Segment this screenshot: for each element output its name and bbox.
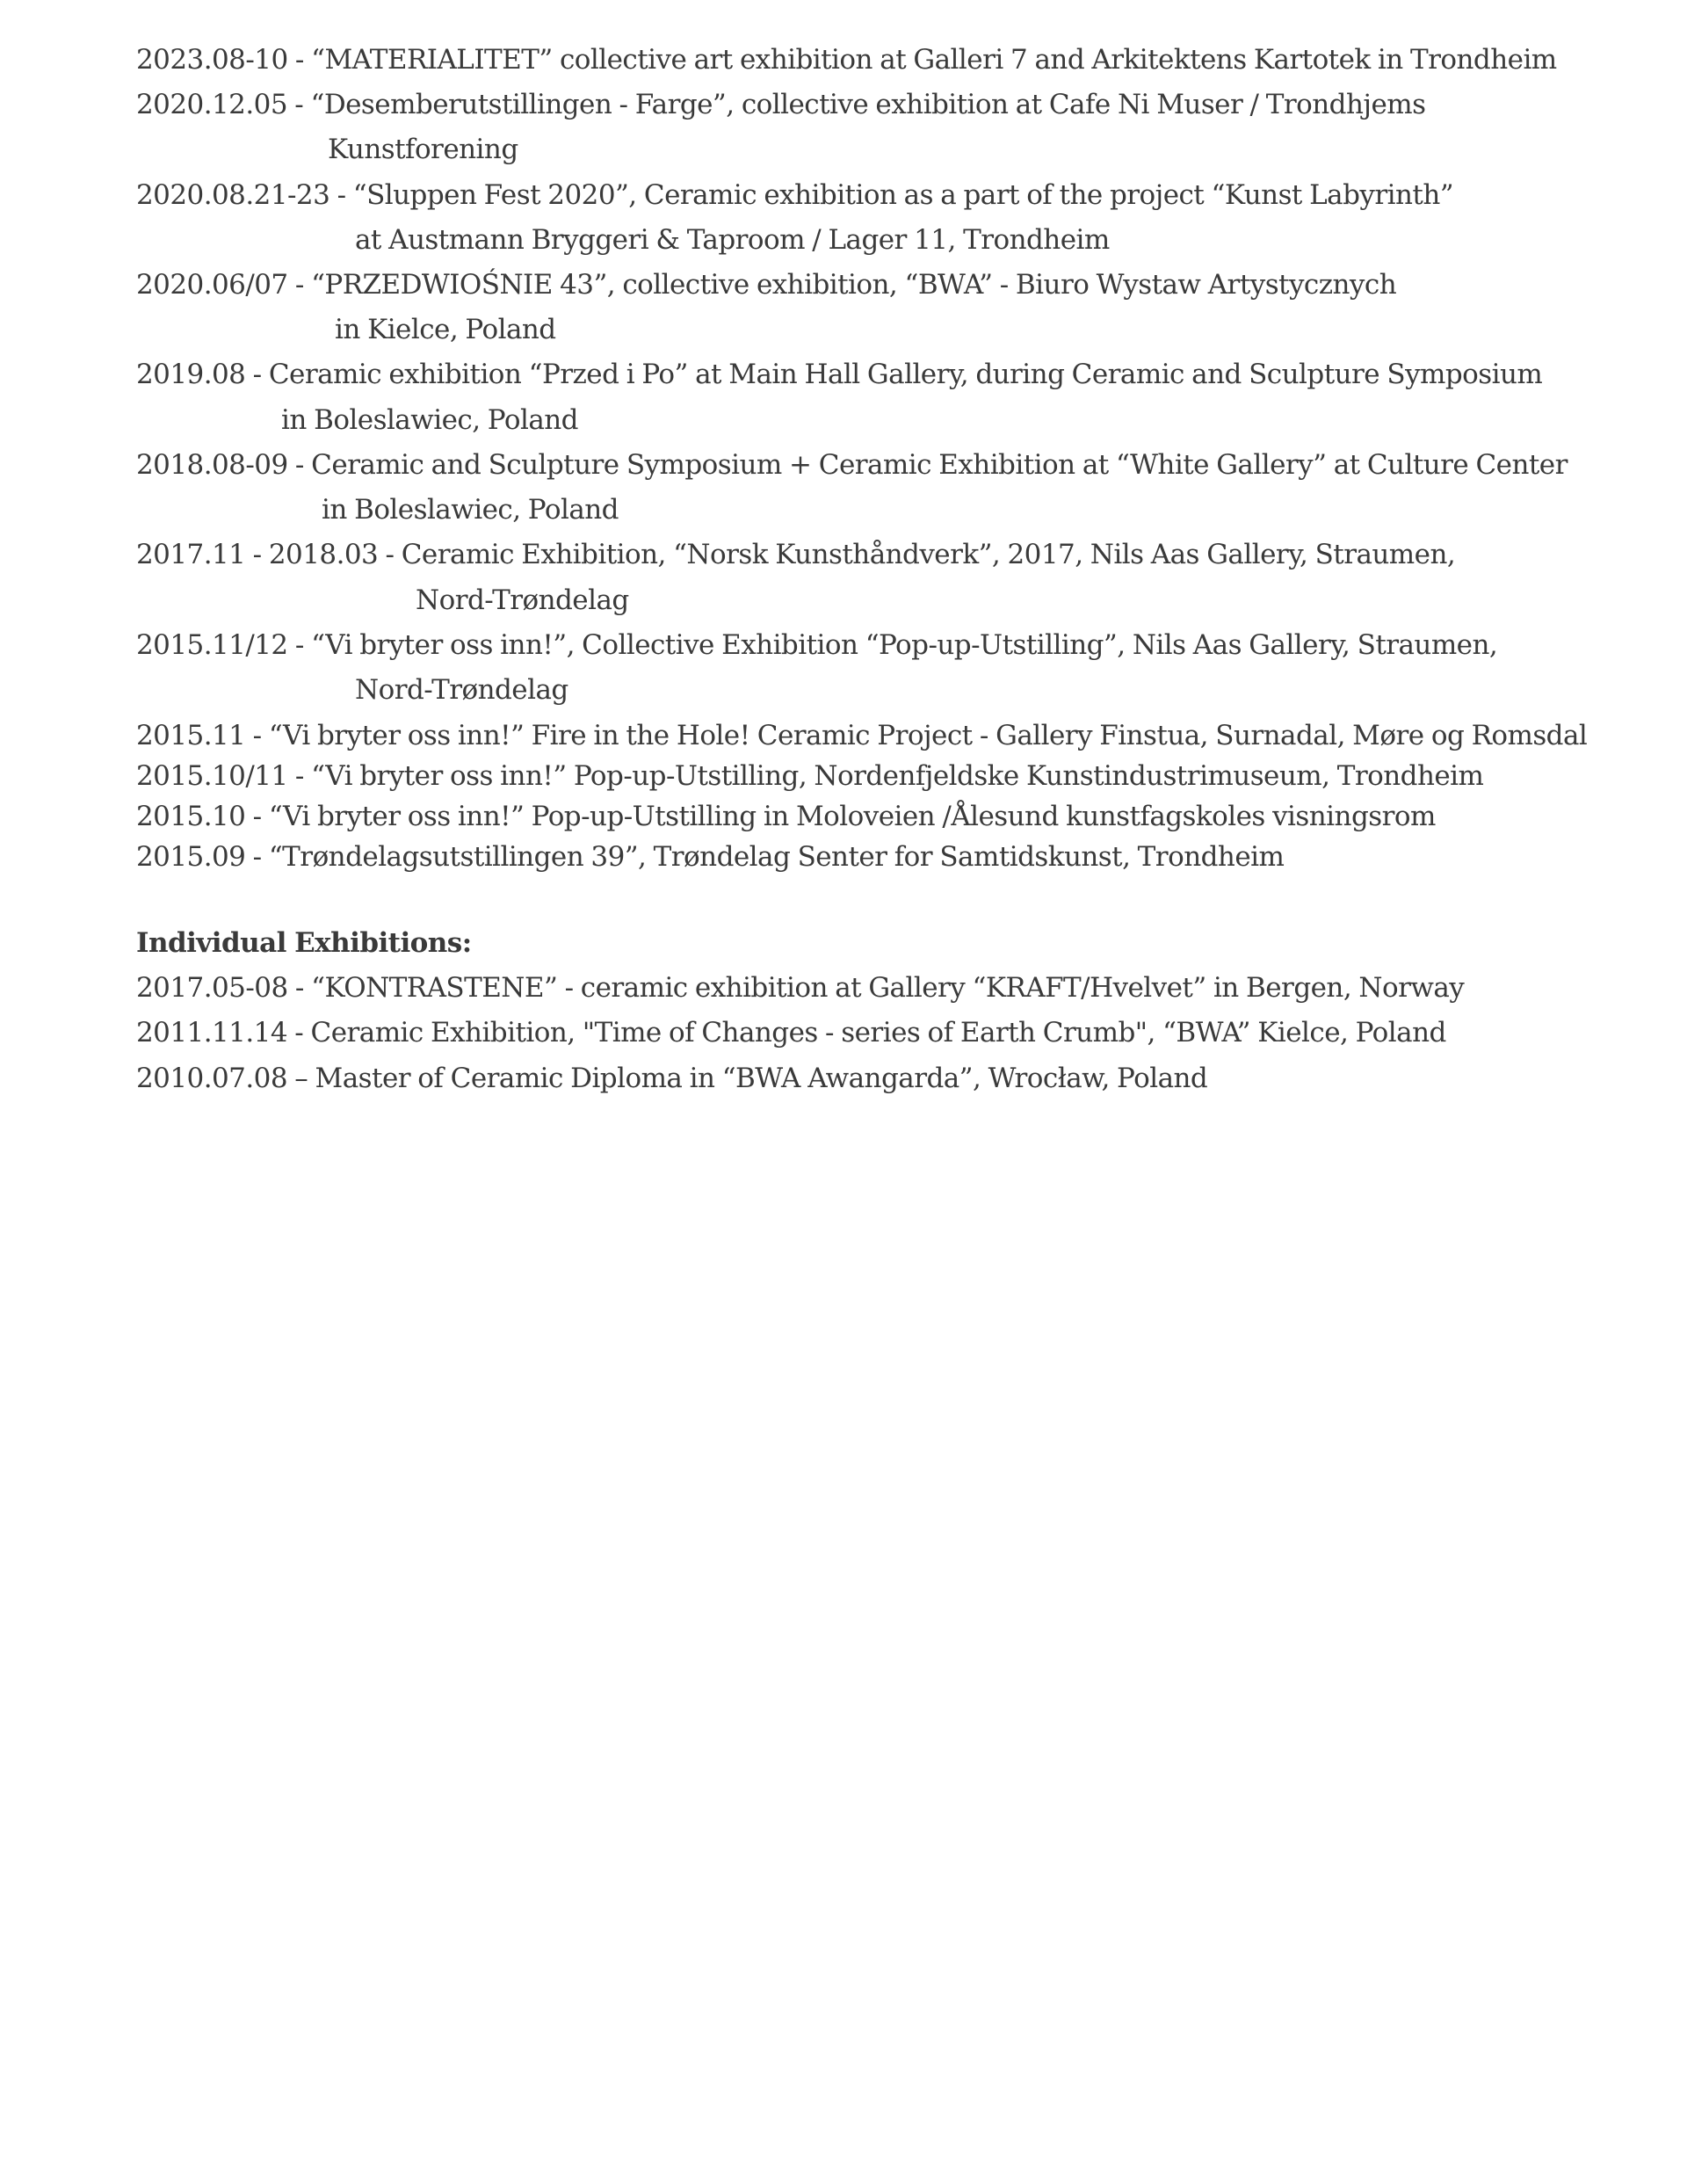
individual-exhibitions-heading: Individual Exhibitions:: [136, 927, 472, 959]
individual-entry-1: 2017.05-08 - “KONTRASTENE” - ceramic exhibition at Gallery “KRAFT/Hvelvet” in Bergen, Norway: [136, 972, 1465, 1004]
collective-entry-9: 2015.11 - “Vi bryter oss inn!” Fire in the Hole! Ceramic Project - Gallery Finstua, Surnadal, Møre og Romsdal: [136, 720, 1588, 751]
collective-entry-5-continuation: in Boleslawiec, Poland: [281, 404, 578, 436]
collective-entry-7-continuation: Nord-Trøndelag: [416, 584, 629, 616]
collective-entry-7: 2017.11 - 2018.03 - Ceramic Exhibition, “Norsk Kunsthåndverk”, 2017, Nils Aas Gallery, Straumen,: [136, 539, 1456, 570]
collective-entry-8: 2015.11/12 - “Vi bryter oss inn!”, Collective Exhibition “Pop-up-Utstilling”, Nils Aas Gallery, Straumen,: [136, 629, 1498, 661]
collective-entry-2-continuation: Kunstforening: [328, 134, 518, 165]
collective-entry-2: 2020.12.05 - “Desemberutstillingen - Farge”, collective exhibition at Cafe Ni Muser / Trondhjems: [136, 89, 1426, 120]
collective-entry-3-continuation: at Austmann Bryggeri & Taproom / Lager 11, Trondheim: [355, 224, 1110, 256]
collective-entry-4: 2020.06/07 - “PRZEDWIOŚNIE 43”, collective exhibition, “BWA” - Biuro Wystaw Artystycznych: [136, 269, 1397, 301]
collective-entry-10: 2015.10/11 - “Vi bryter oss inn!” Pop-up-Utstilling, Nordenfjeldske Kunstindustrimuseum, Trondheim: [136, 760, 1484, 792]
individual-entry-2: 2011.11.14 - Ceramic Exhibition, "Time of Changes - series of Earth Crumb", “BWA” Kielce, Poland: [136, 1017, 1446, 1048]
collective-entry-1: 2023.08-10 - “MATERIALITET” collective art exhibition at Galleri 7 and Arkitektens Kartotek in Trondheim: [136, 44, 1557, 76]
collective-entry-4-continuation: in Kielce, Poland: [335, 314, 556, 345]
collective-entry-8-continuation: Nord-Trøndelag: [355, 674, 568, 706]
collective-entry-3: 2020.08.21-23 - “Sluppen Fest 2020”, Ceramic exhibition as a part of the project “Kunst Labyrinth”: [136, 179, 1454, 211]
collective-entry-12: 2015.09 - “Trøndelagsutstillingen 39”, Trøndelag Senter for Samtidskunst, Trondheim: [136, 841, 1285, 873]
collective-entry-6-continuation: in Boleslawiec, Poland: [322, 494, 619, 526]
collective-entry-6: 2018.08-09 - Ceramic and Sculpture Symposium + Ceramic Exhibition at “White Gallery” at Culture Center: [136, 449, 1568, 481]
collective-entry-11: 2015.10 - “Vi bryter oss inn!” Pop-up-Utstilling in Moloveien /Ålesund kunstfagskoles visningsrom: [136, 801, 1436, 832]
collective-entry-5: 2019.08 - Ceramic exhibition “Przed i Po” at Main Hall Gallery, during Ceramic and Sculpture Symposium: [136, 359, 1543, 390]
individual-entry-3: 2010.07.08 – Master of Ceramic Diploma in “BWA Awangarda”, Wrocław, Poland: [136, 1063, 1208, 1094]
